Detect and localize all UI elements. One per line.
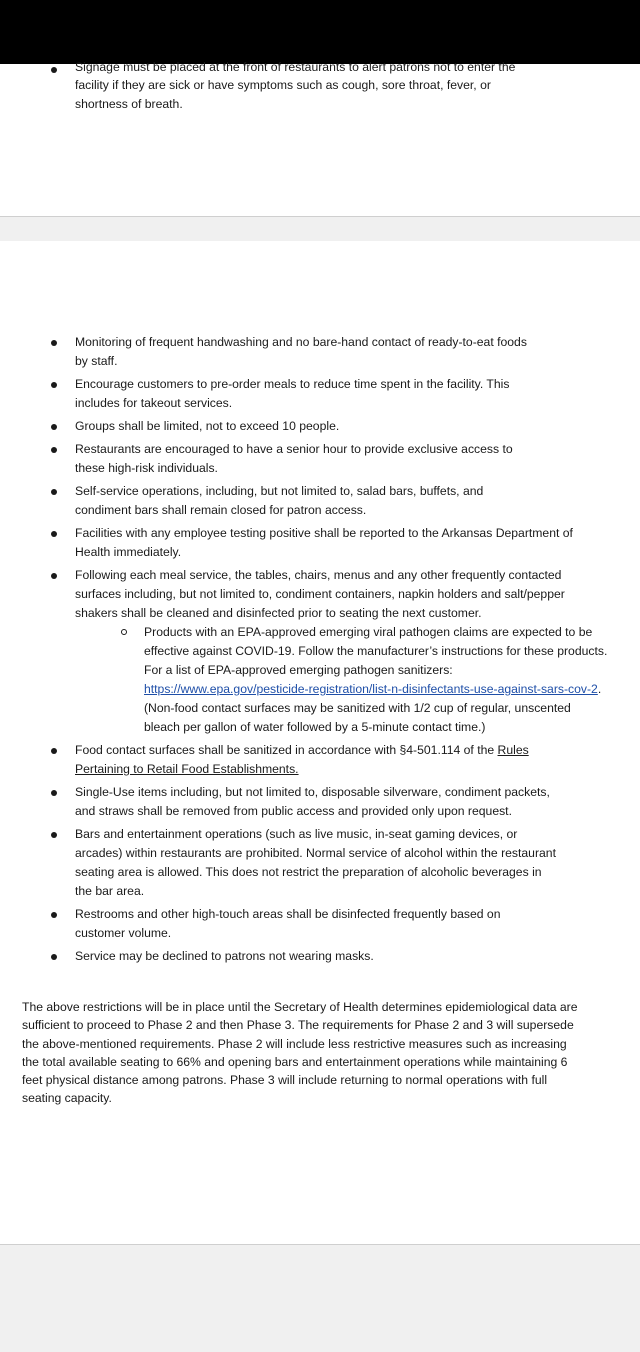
list-item-text: Monitoring of frequent handwashing and no bare-hand contact of ready-to-eat foods by staff. [75,335,527,368]
list-item-text: Service may be declined to patrons not wearing masks. [75,949,374,963]
list-item-text: Food contact surfaces shall be sanitized in accordance with §4-501.114 of the [75,743,498,757]
bullet-dot-icon [51,489,57,495]
epa-sanitizer-list-link[interactable]: https://www.epa.gov/pesticide-registration/list-n-disinfectants-use-against-sars-cov-2 [144,682,598,696]
page-separator [0,216,640,242]
list-item-text: Restrooms and other high-touch areas shall be disinfected frequently based on customer volume. [75,907,501,940]
list-item [0,947,640,966]
list-item-clipped-line: Signage must be placed at the front of restaurants to alert patrons not to enter the [75,60,516,74]
list-item [0,440,640,478]
bullet-list-page-2 [0,333,640,970]
list-item [0,524,640,562]
sub-list-item [75,623,610,737]
list-item [0,417,640,436]
document-page-1 [0,60,640,214]
bullet-list-page-1 [0,60,640,118]
sub-bullet-list [75,623,608,737]
list-item [0,783,640,821]
bullet-dot-icon [51,912,57,918]
bullet-dot-icon [51,424,57,430]
list-item-text: Facilities with any employee testing positive shall be reported to the Arkansas Department of Health immediately. [75,526,573,559]
bullet-dot-icon [51,832,57,838]
document-page-2 [0,241,640,1243]
list-item [0,60,640,114]
bullet-dot-icon [51,340,57,346]
list-item-text: Bars and entertainment operations (such as live music, in-seat gaming devices, or arcades) within restaurants are prohibited. Normal service of alcohol within the restaurant seating area is allowed. This does not restrict the preparation of alcoholic beverages in the bar area. [75,827,556,898]
list-item-text: facility if they are sick or have symptoms such as cough, sore throat, fever, or shortness of breath. [75,78,491,111]
bullet-dot-icon [51,447,57,453]
list-item-text: Groups shall be limited, not to exceed 10 people. [75,419,340,433]
list-item [0,482,640,520]
list-item-text: Self-service operations, including, but not limited to, salad bars, buffets, and condiment bars shall remain closed for patron access. [75,484,484,517]
bullet-dot-icon [51,954,57,960]
bullet-circle-icon [121,629,127,635]
list-item-text: Following each meal service, the tables, chairs, menus and any other frequently contacted surfaces including, but not limited to, condiment containers, napkin holders and salt/pepper shakers shall be cleaned and disinfected prior to seating the next customer. [75,568,565,620]
bullet-dot-icon [51,531,57,537]
viewer-background [0,1244,640,1352]
bullet-dot-icon [51,790,57,796]
list-item [0,905,640,943]
bullet-dot-icon [51,573,57,579]
closing-paragraph: The above restrictions will be in place until the Secretary of Health determines epidemiological data are sufficient to proceed to Phase 2 and then Phase 3. The requirements for Phase 2 and 3 will supersede the above-mentioned requirements. Phase 2 will include less restrictive measures such as increasing the total available seating to 66% and opening bars and entertainment operations while maintaining 6 feet physical distance among patrons. Phase 3 will include returning to normal operations with full seating capacity. [22,1000,578,1106]
list-item [0,566,640,737]
list-item-text: Restaurants are encouraged to have a senior hour to provide exclusive access to these high-risk individuals. [75,442,513,475]
list-item [0,741,640,779]
list-item-text: Encourage customers to pre-order meals to reduce time spent in the facility. This includes for takeout services. [75,377,510,410]
sub-list-item-text-after: . (Non-food contact surfaces may be sanitized with 1/2 cup of regular, unscented bleach per gallon of water followed by a 5-minute contact time.) [144,682,602,734]
top-black-bar [0,0,640,64]
sub-list-item-text: Products with an EPA-approved emerging viral pathogen claims are expected to be effective against COVID-19. Follow the manufacturer’s instructions for these products. For a list of EPA-approved emerging pathogen sanitizers: [144,625,608,677]
bullet-dot-icon [51,382,57,388]
list-item [0,333,640,371]
list-item-text: Single-Use items including, but not limited to, disposable silverware, condiment packets, and straws shall be removed from public access and provided only upon request. [75,785,550,818]
rules-reference-link[interactable]: Rules Pertaining to Retail Food Establishments. [75,743,529,776]
bullet-dot-icon [51,748,57,754]
list-item [0,825,640,901]
list-item [0,375,640,413]
bullet-dot-icon [51,67,57,73]
